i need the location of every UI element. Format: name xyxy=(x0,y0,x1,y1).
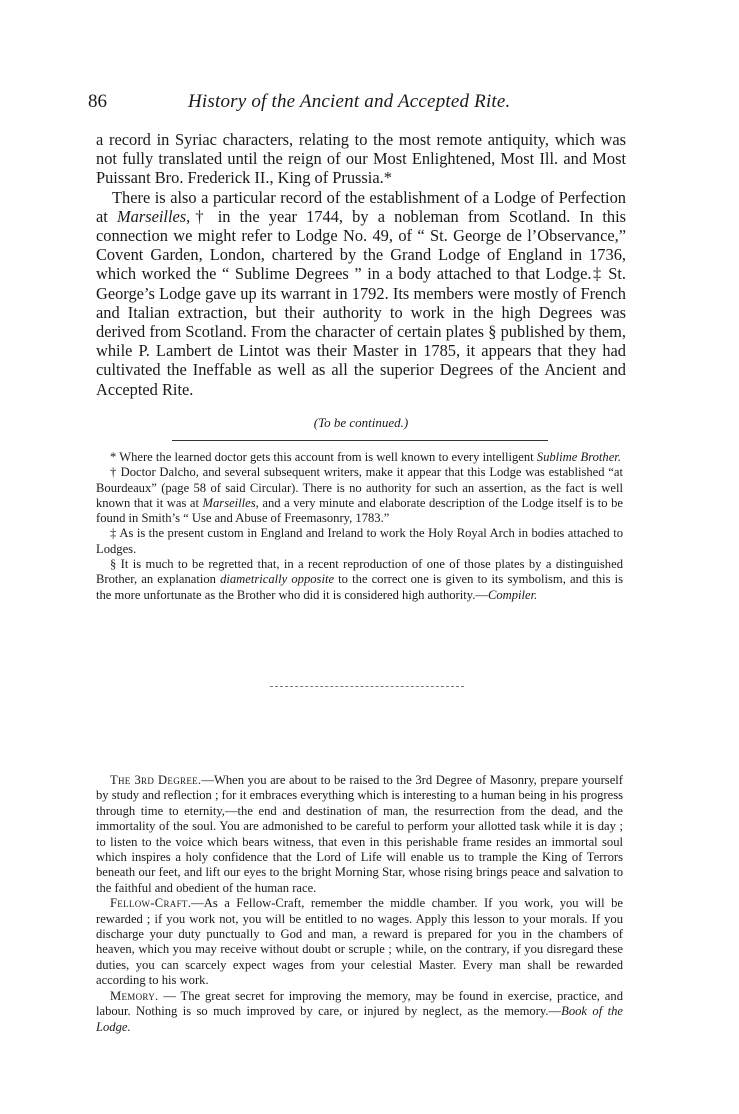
main-text xyxy=(96,130,626,399)
source-citation: Book of the Lodge. xyxy=(96,1004,623,1034)
footnote-1-emphasis: Sublime Brother. xyxy=(536,450,621,464)
text-memory: — The great secret for improving the memory, may be found in exercise, practice, and labour. Nothing is so much improved by care, or injured by neglect, as the memory.— xyxy=(96,988,623,1019)
footnote-1 xyxy=(96,450,623,465)
extract-memory xyxy=(96,989,623,1035)
page-header xyxy=(88,91,658,117)
text-third-degree: —When you are about to be raised to the 3rd Degree of Masonry, prepare yourself by study and reflection ; for it embraces everything which is interesting to a human being in his progress through time to eternity,—the end and destination of man, the resurrection from the dead, and the immortality of the soul. You are admonished to be careful to perform your allotted task while it is day ; to listen to the voice which bears witness, that even in this perishable frame resides an immortal soul which inspires a holy confidence that the Lord of Life will enable us to trample the King of Terrors beneath our feet, and lift our eyes to the bright Morning Star, whose rising brings peace and salvation to the faithful and obedient of the human race. xyxy=(96,773,623,895)
footnote-4-text: § It is much to be regretted that, in a recent reproduction of one of those plates by a distinguished Brother, an explanation xyxy=(96,557,623,587)
footnote-4-signature: Compiler. xyxy=(487,587,538,602)
paragraph-2-rest: † in the year 1744, by a nobleman from Scotland. In this connection we might refer to Lodge No. 49, of “ St. George de l’Observance,” Covent Garden, London, chartered by the Grand Lodge of England in 1736, which worked the “ Sublime Degrees ” in a body attached to that Lodge.‡ St. George’s Lodge gave up its warrant in 1792. Its members were mostly of French and Italian extraction, but their authority to work in the high Degrees was derived from Scotland. From the character of certain plates § published by them, while P. Lambert de Lintot was their Master in 1785, it appears that they had cultivated the Ineffable as well as all the superior Degrees of the Ancient and Accepted Rite. xyxy=(96,206,626,399)
footnote-3: ‡ As is the present custom in England and Ireland to work the Holy Royal Arch in bodies attached to Lodges. xyxy=(96,526,623,556)
extract-fellow-craft xyxy=(96,896,623,988)
heading-fellow-craft: Fellow-Craft. xyxy=(110,896,192,911)
footnotes xyxy=(96,450,623,603)
footnote-divider xyxy=(172,440,548,441)
place-name: Marseilles, xyxy=(116,206,191,226)
continued-note: (To be continued.) xyxy=(313,415,409,430)
footnote-2 xyxy=(96,465,623,526)
paragraph-2-start: There is also a particular record of the establishment of a Lodge of Perfection at xyxy=(96,187,626,226)
footnote-1-text: * Where the learned doctor gets this account from is well known to every intelligent xyxy=(110,450,537,464)
footnote-4-rest: to the correct one is given to its symbolism, and this is the more unfortunate as the Brother who did it is considered high authority.— xyxy=(96,572,623,602)
footnote-4-emphasis: diametrically opposite xyxy=(220,572,335,587)
page-number: 86 xyxy=(88,91,107,112)
extract-third-degree xyxy=(96,773,623,896)
heading-third-degree: The 3rd Degree. xyxy=(110,773,202,787)
paragraph-1: a record in Syriac characters, relating to the most remote antiquity, which was not fully translated until the reign of our Most Enlightened, Most Ill. and Most Puissant Bro. Frederick II., King of Prussia.* xyxy=(96,130,626,188)
running-title: History of the Ancient and Accepted Rite. xyxy=(188,91,511,112)
section-divider xyxy=(270,686,464,687)
heading-memory: Memory. xyxy=(110,988,159,1003)
footnote-4 xyxy=(96,557,623,603)
footnote-2-rest: and a very minute and elaborate description of the Lodge itself is to be found in Smith’s “ Use and Abuse of Freemasonry, 1783.” xyxy=(96,495,623,526)
paragraph-2 xyxy=(96,188,626,399)
footnote-2-emphasis: Marseilles, xyxy=(202,495,259,510)
extract-section xyxy=(96,773,623,1035)
text-fellow-craft: —As a Fellow-Craft, remember the middle chamber. If you work, you will be rewarded ; if you work not, you will be entitled to no wages. Apply this lesson to your morals. If you discharge your duty punctually to God and man, a reward is prepared for you in the chambers of heaven, which you may receive without doubt or scruple ; while, on the contrary, if you disregard these duties, you can scarcely expect wages from your celestial Master. Every man shall be rewarded according to his work. xyxy=(96,896,623,988)
footnote-2-text: † Doctor Dalcho, and several subsequent writers, make it appear that this Lodge was established “at Bourdeaux” (page 58 of said Circular). There is no authority for such an assertion, as the fact is well known that it was at xyxy=(96,465,623,510)
